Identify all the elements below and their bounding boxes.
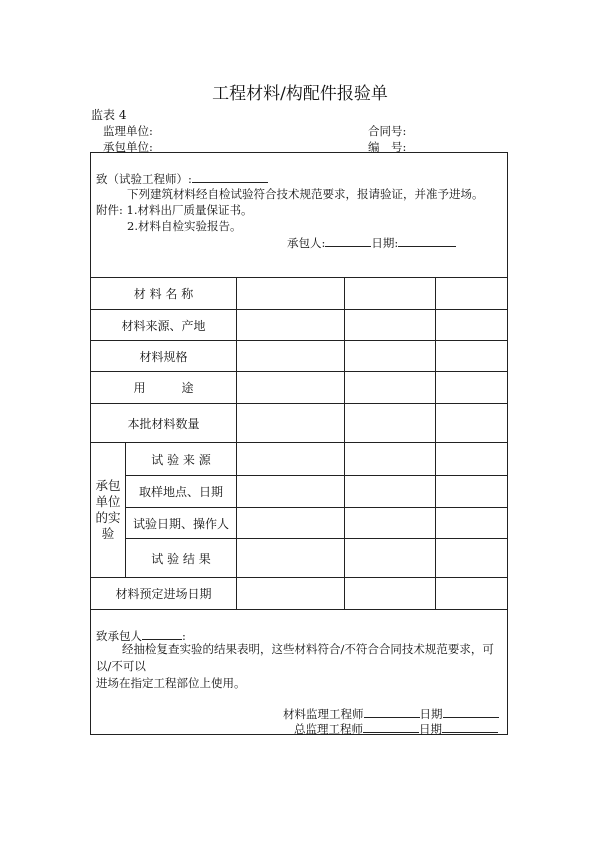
request-date-field[interactable] bbox=[398, 234, 456, 247]
row-label-batch-quantity: 本批材料数量 bbox=[127, 416, 200, 431]
engineer-name-field[interactable] bbox=[192, 170, 268, 183]
contractor-name-field[interactable] bbox=[142, 627, 182, 640]
request-date-label: 日期: bbox=[371, 236, 399, 250]
row-label-sampling: 取样地点、日期 bbox=[138, 485, 223, 499]
request-to-line bbox=[96, 170, 268, 187]
chief-date-field[interactable] bbox=[442, 720, 498, 733]
row-label-entry-date: 材料预定进场日期 bbox=[115, 587, 212, 601]
contractor-sign-line bbox=[287, 234, 456, 251]
request-body: 下列建筑材料经自检试验符合技术规范要求，报请验证，并准予进场。 bbox=[127, 187, 484, 201]
form-number: 监表 4 bbox=[91, 108, 127, 122]
chief-engineer-line bbox=[294, 720, 498, 737]
chief-engineer-field[interactable] bbox=[363, 720, 419, 733]
attachment-2: 2.材料自检实验报告。 bbox=[127, 219, 242, 233]
response-to-label: 致承包人 bbox=[96, 629, 142, 643]
response-body-line1: 经抽检复查实验的结果表明，这些材料符合/不符合合同技术规范要求，可以/不可以 bbox=[96, 642, 494, 673]
contractor-field[interactable] bbox=[325, 234, 371, 247]
request-to-label: 致（试验工程师）: bbox=[96, 172, 192, 186]
attachments-label: 附件: 1.材料出厂质量保证书。 bbox=[96, 203, 253, 217]
chief-date-label: 日期 bbox=[419, 722, 442, 736]
column-divider bbox=[435, 277, 436, 609]
material-date-label: 日期 bbox=[419, 707, 443, 721]
row-label-material-spec: 材料规格 bbox=[139, 349, 188, 364]
chief-engineer-label: 总监理工程师 bbox=[294, 722, 363, 736]
table-bottom-line bbox=[90, 609, 508, 610]
row-label-material-name: 材 料 名 称 bbox=[133, 287, 194, 301]
supervisor-unit-label: 监理单位: bbox=[103, 124, 153, 138]
page-title: 工程材料/构配件报验单 bbox=[212, 84, 388, 104]
row-label-test-date-operator: 试验日期、操作人 bbox=[132, 516, 229, 531]
column-divider bbox=[236, 277, 237, 609]
material-engineer-label: 材料监理工程师 bbox=[283, 707, 364, 721]
response-to-line: 致承包人 : bbox=[96, 629, 186, 643]
material-date-field[interactable] bbox=[443, 705, 499, 718]
row-label-material-source: 材料来源、产地 bbox=[121, 318, 206, 333]
material-engineer-field[interactable] bbox=[364, 705, 420, 718]
response-body-line2: 进场在指定工程部位上使用。 bbox=[96, 676, 246, 690]
group-label-contractor-test: 承包单位的实验 bbox=[95, 478, 121, 541]
row-label-test-result: 试 验 结 果 bbox=[151, 551, 211, 566]
column-divider bbox=[344, 277, 345, 609]
contract-no-label: 合同号: bbox=[368, 124, 407, 138]
serial-no-label: 编 号: bbox=[368, 140, 407, 154]
row-label-usage: 用 途 bbox=[133, 381, 194, 395]
row-label-test-source: 试 验 来 源 bbox=[151, 452, 211, 467]
contractor-label: 承包人: bbox=[287, 236, 326, 250]
contractor-unit-label: 承包单位: bbox=[103, 140, 153, 154]
